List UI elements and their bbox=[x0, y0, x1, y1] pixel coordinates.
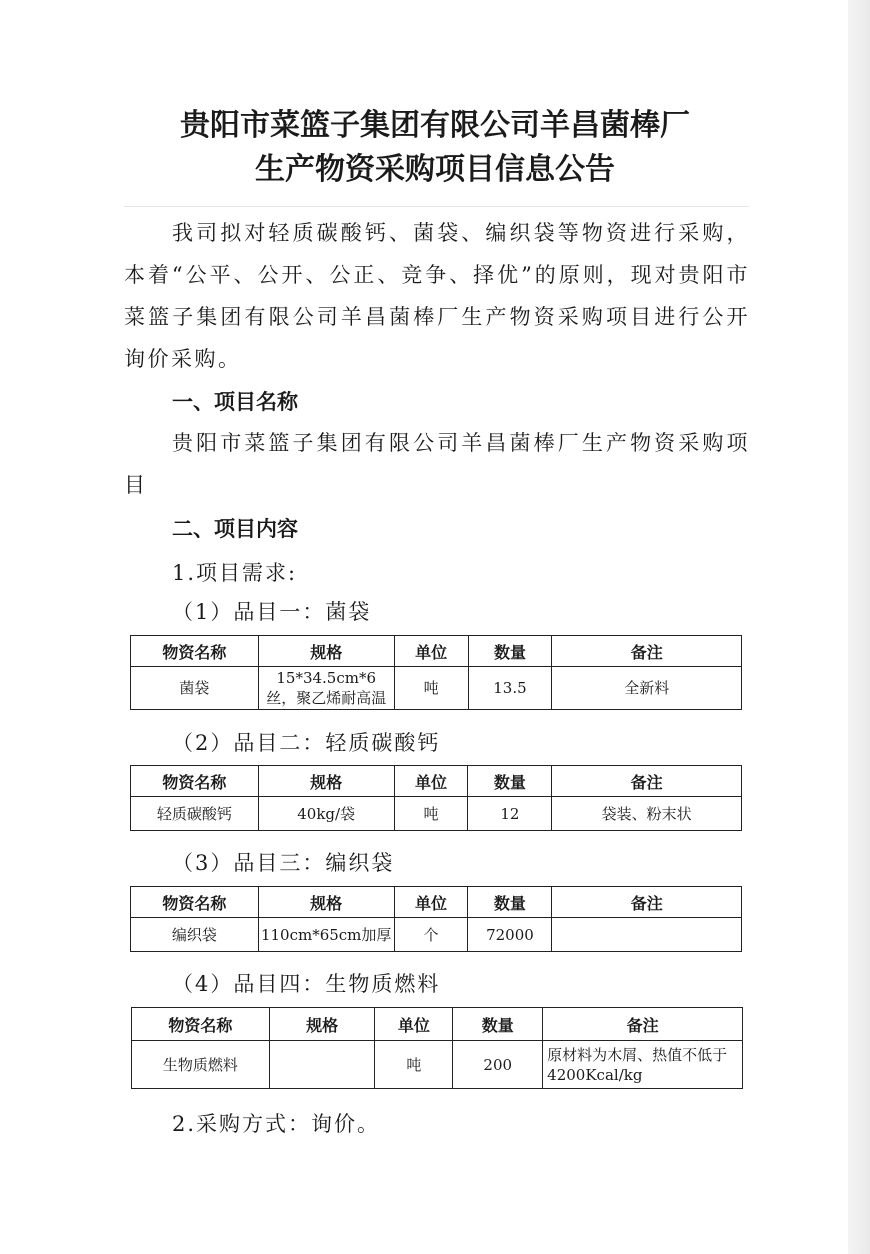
item4-heading: （4）品目四：生物质燃料 bbox=[172, 972, 441, 996]
header-qty: 数量 bbox=[453, 1008, 543, 1041]
item4-table bbox=[131, 1007, 743, 1089]
cell-qty: 13.5 bbox=[468, 667, 552, 710]
section2-heading: 二、项目内容 bbox=[172, 517, 298, 541]
header-spec: 规格 bbox=[258, 887, 394, 918]
table-header-row bbox=[131, 887, 742, 918]
table-row bbox=[131, 667, 742, 710]
table-header-row bbox=[132, 1008, 743, 1041]
cell-spec: 110cm*65cm加厚 bbox=[258, 918, 394, 952]
section1-heading: 一、项目名称 bbox=[172, 390, 298, 414]
header-name: 物资名称 bbox=[131, 766, 259, 797]
cell-unit: 吨 bbox=[375, 1041, 453, 1089]
cell-name: 轻质碳酸钙 bbox=[131, 797, 259, 831]
header-note: 备注 bbox=[552, 636, 742, 667]
cell-qty: 12 bbox=[468, 797, 552, 831]
header-qty: 数量 bbox=[468, 636, 552, 667]
header-unit: 单位 bbox=[375, 1008, 453, 1041]
requirement-heading: 1.项目需求: bbox=[172, 561, 298, 585]
cell-note: 原材料为木屑、热值不低于4200Kcal/kg bbox=[543, 1041, 743, 1089]
cell-unit: 吨 bbox=[394, 667, 468, 710]
cell-note: 袋装、粉末状 bbox=[552, 797, 742, 831]
title-divider bbox=[124, 206, 749, 207]
table-row bbox=[132, 1041, 743, 1089]
header-name: 物资名称 bbox=[131, 887, 259, 918]
cell-unit: 个 bbox=[394, 918, 468, 952]
item2-table bbox=[130, 765, 742, 831]
cell-unit: 吨 bbox=[394, 797, 468, 831]
header-unit: 单位 bbox=[394, 636, 468, 667]
procurement-method: 2.采购方式：询价。 bbox=[172, 1112, 381, 1136]
table-header-row bbox=[131, 636, 742, 667]
header-name: 物资名称 bbox=[131, 636, 259, 667]
header-unit: 单位 bbox=[394, 887, 468, 918]
item1-table bbox=[130, 635, 742, 710]
item1-heading: （1）品目一：菌袋 bbox=[172, 600, 372, 624]
cell-qty: 200 bbox=[453, 1041, 543, 1089]
title-line-1: 贵阳市菜篮子集团有限公司羊昌菌棒厂 bbox=[180, 108, 690, 143]
item3-table bbox=[130, 886, 742, 952]
cell-spec bbox=[269, 1041, 375, 1089]
section1-text: 贵阳市菜篮子集团有限公司羊昌菌棒厂生产物资采购项目 bbox=[124, 431, 750, 497]
cell-note bbox=[552, 918, 742, 952]
page-edge-shadow bbox=[848, 0, 870, 1254]
table-header-row bbox=[131, 766, 742, 797]
cell-qty: 72000 bbox=[468, 918, 552, 952]
item2-heading: （2）品目二：轻质碳酸钙 bbox=[172, 731, 441, 755]
table-row bbox=[131, 918, 742, 952]
table-row bbox=[131, 797, 742, 831]
header-note: 备注 bbox=[552, 887, 742, 918]
header-note: 备注 bbox=[543, 1008, 743, 1041]
header-unit: 单位 bbox=[394, 766, 468, 797]
cell-note: 全新料 bbox=[552, 667, 742, 710]
header-qty: 数量 bbox=[468, 766, 552, 797]
cell-name: 编织袋 bbox=[131, 918, 259, 952]
cell-name: 生物质燃料 bbox=[132, 1041, 270, 1089]
cell-spec: 40kg/袋 bbox=[258, 797, 394, 831]
title-line-2: 生产物资采购项目信息公告 bbox=[255, 152, 615, 187]
header-note: 备注 bbox=[552, 766, 742, 797]
cell-name: 菌袋 bbox=[131, 667, 259, 710]
item3-heading: （3）品目三：编织袋 bbox=[172, 851, 395, 875]
header-spec: 规格 bbox=[258, 766, 394, 797]
header-spec: 规格 bbox=[258, 636, 394, 667]
header-name: 物资名称 bbox=[132, 1008, 270, 1041]
header-spec: 规格 bbox=[269, 1008, 375, 1041]
header-qty: 数量 bbox=[468, 887, 552, 918]
intro-paragraph: 我司拟对轻质碳酸钙、菌袋、编织袋等物资进行采购，本着“公平、公开、公正、竞争、择优”的原则，现对贵阳市菜篮子集团有限公司羊昌菌棒厂生产物资采购项目进行公开询价采购。 bbox=[124, 221, 750, 371]
cell-spec: 15*34.5cm*6丝，聚乙烯耐高温 bbox=[258, 667, 394, 710]
